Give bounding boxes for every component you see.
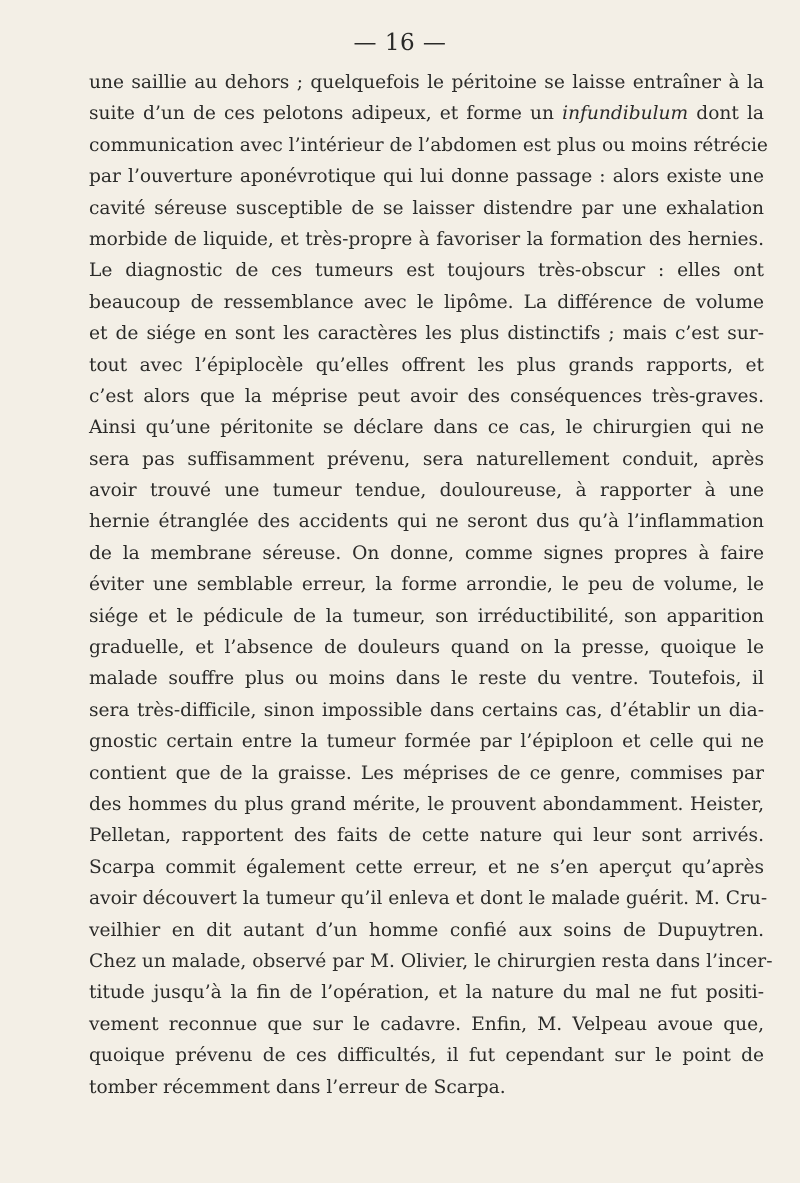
text-line [89, 381, 764, 412]
text-line [89, 601, 764, 632]
text-line [89, 538, 764, 569]
text-segment: cavité séreuse susceptible de se laisser distendre par une exhalation [89, 197, 764, 219]
text-line [89, 789, 764, 820]
body-paragraph [89, 67, 773, 1103]
text-line [89, 915, 764, 946]
text-line [89, 350, 764, 381]
text-line [89, 1009, 764, 1040]
text-line [89, 663, 764, 694]
text-line [89, 820, 764, 851]
text-segment: tout avec l’épiplocèle qu’elles offrent les plus grands rapports, et [89, 354, 764, 376]
text-segment: vement reconnue que sur le cadavre. Enfin, M. Velpeau avoue que, [89, 1013, 764, 1035]
text-line [89, 852, 764, 883]
text-line [89, 977, 764, 1008]
text-segment: avoir découvert la tumeur qu’il enleva et dont le malade guérit. M. Cru- [89, 888, 768, 910]
text-segment: sera pas suffisamment prévenu, sera naturellement conduit, après [89, 448, 764, 470]
text-segment: morbide de liquide, et très-propre à favoriser la formation des hernies. [89, 228, 764, 250]
text-segment: Pelletan, rapportent des faits de cette nature qui leur sont arrivés. [89, 825, 764, 847]
text-line [89, 632, 764, 663]
text-segment: hernie étranglée des accidents qui ne seront dus qu’à l’inflammation [89, 511, 764, 533]
text-line [89, 883, 768, 914]
text-segment: avoir trouvé une tumeur tendue, douloureuse, à rapporter à une [89, 480, 764, 502]
text-segment: c’est alors que la méprise peut avoir des conséquences très-graves. [89, 385, 764, 407]
text-segment: et de siége en sont les caractères les plus distinctifs ; mais c’est sur- [89, 323, 764, 345]
text-segment: titude jusqu’à la fin de l’opération, et la nature du mal ne fut positi- [89, 982, 764, 1004]
text-line [89, 98, 764, 129]
text-segment: des hommes du plus grand mérite, le prouvent abondamment. Heister, [89, 793, 764, 815]
italic-term: infundibulum [562, 103, 689, 125]
text-segment: contient que de la graisse. Les méprises de ce genre, commises par [89, 762, 764, 784]
text-segment: quoique prévenu de ces difficultés, il fut cependant sur le point de [89, 1045, 764, 1067]
text-line [89, 67, 764, 98]
text-segment: beaucoup de ressemblance avec le lipôme. La différence de volume [89, 291, 764, 313]
text-line [89, 1072, 764, 1103]
text-segment: graduelle, et l’absence de douleurs quand on la presse, quoique le [89, 637, 764, 659]
text-segment: malade souffre plus ou moins dans le reste du ventre. Toutefois, il [89, 668, 764, 690]
text-segment: Ainsi qu’une péritonite se déclare dans ce cas, le chirurgien qui ne [89, 417, 764, 439]
text-line [89, 224, 764, 255]
text-segment: éviter une semblable erreur, la forme arrondie, le peu de volume, le [89, 574, 764, 596]
text-segment: gnostic certain entre la tumeur formée par l’épiploon et celle qui ne [89, 731, 764, 753]
text-line [89, 475, 764, 506]
text-line [89, 412, 764, 443]
text-line [89, 1040, 764, 1071]
text-segment: de la membrane séreuse. On donne, comme signes propres à faire [89, 542, 764, 564]
text-segment: Le diagnostic de ces tumeurs est toujours très-obscur : elles ont [89, 260, 764, 282]
text-line [89, 444, 764, 475]
text-segment: par l’ouverture aponévrotique qui lui donne passage : alors existe une [89, 166, 764, 188]
text-segment: tomber récemment dans l’erreur de Scarpa. [89, 1076, 506, 1098]
text-line [89, 255, 764, 286]
text-segment: sera très-difficile, sinon impossible dans certains cas, d’établir un dia- [89, 699, 764, 721]
text-line [89, 318, 764, 349]
text-segment: une saillie au dehors ; quelquefois le péritoine se laisse entraîner à la [89, 72, 764, 93]
text-line [89, 506, 764, 537]
text-segment: Chez un malade, observé par M. Olivier, le chirurgien resta dans l’incer- [89, 950, 773, 972]
text-segment: communication avec l’intérieur de l’abdomen est plus ou moins rétrécie [89, 134, 768, 156]
text-segment: siége et le pédicule de la tumeur, son irréductibilité, son apparition [89, 605, 764, 627]
page-number: — 16 — [353, 30, 447, 56]
text-line [89, 287, 764, 318]
text-segment: suite d’un de ces pelotons adipeux, et forme un [89, 103, 563, 125]
text-line [89, 161, 764, 192]
text-segment: Scarpa commit également cette erreur, et ne s’en aperçut qu’après [89, 856, 764, 878]
text-line [89, 726, 764, 757]
text-segment: dont la [688, 103, 764, 125]
text-line [89, 695, 764, 726]
text-line [89, 758, 764, 789]
text-line [89, 130, 768, 161]
text-line [89, 946, 773, 977]
text-segment: veilhier en dit autant d’un homme confié aux soins de Dupuytren. [89, 919, 764, 941]
text-line [89, 569, 764, 600]
text-line [89, 193, 764, 224]
